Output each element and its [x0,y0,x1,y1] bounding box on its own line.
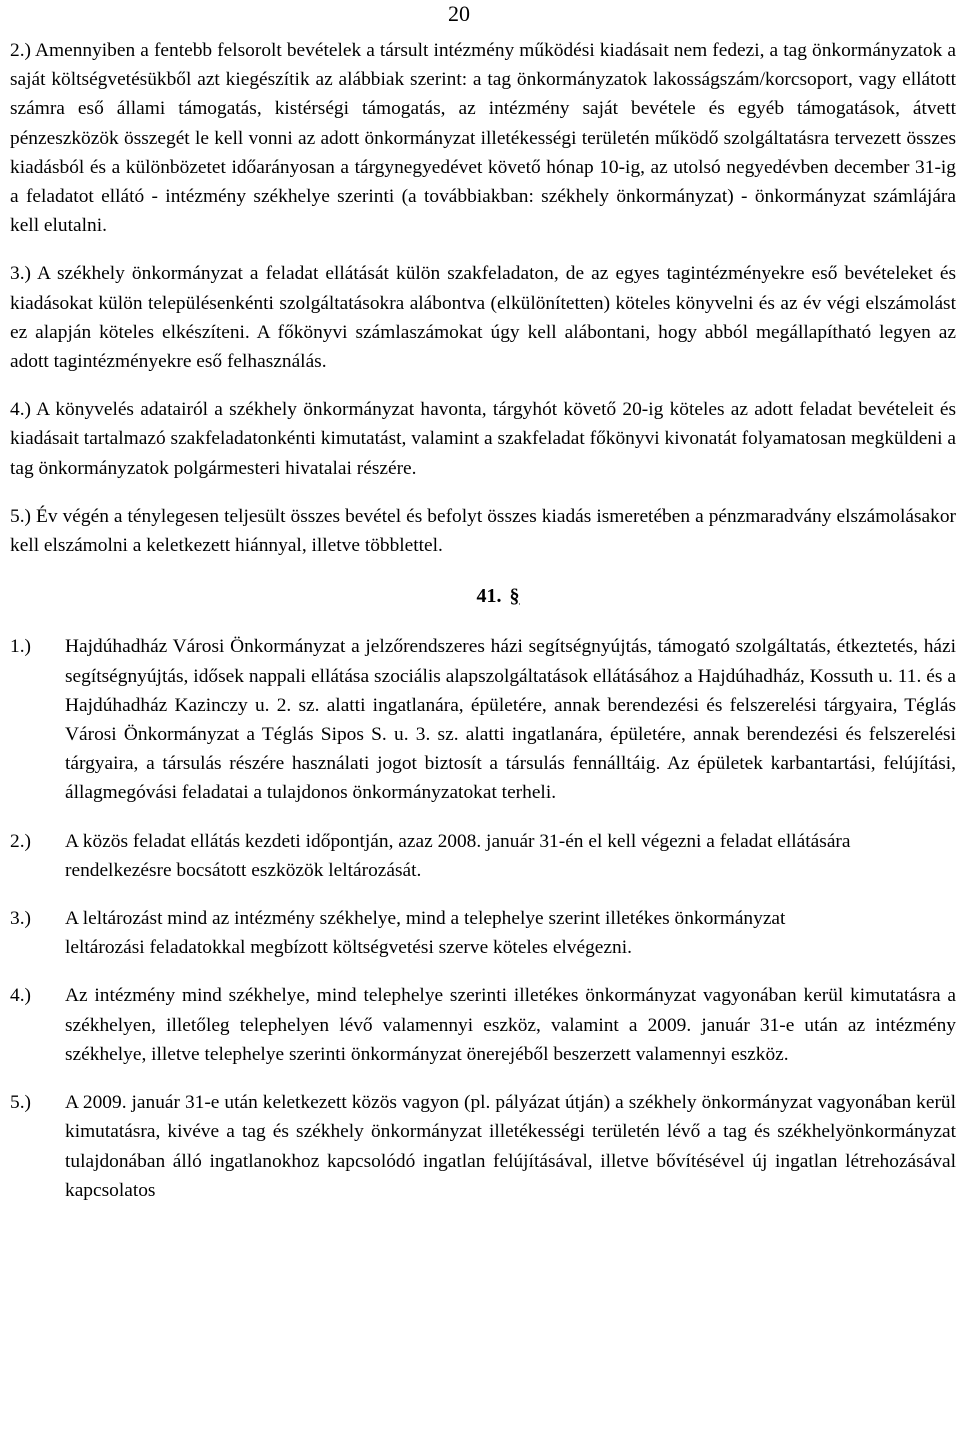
list-item [10,632,956,807]
list-item [10,981,956,1069]
list-item-number: 1.) [10,636,32,658]
list-item [10,1088,956,1205]
list-item-text: A leltározást mind az intézmény székhelye, mind a telephelye szerint illetékes önkormányzat leltározási feladatokkal megbízott költségvetési szerve köteles elvégezni. [65,908,786,959]
list-item-text: Az intézmény mind székhelye, mind telephelye szerinti illetékes önkormányzat vagyonában kerül kimutatásra a székhelyen, illetőleg telephelyen lévő valamennyi eszköz, valamint a 2009. január 31-e után az intézmény székhelye, illetve telephelye szerinti önkormányzat önerejéből beszerzett valamennyi eszköz. [65,985,956,1065]
paragraph-3: 3.) A székhely önkormányzat a feladat ellátását külön szakfeladaton, de az egyes tagintézményekre eső bevételeket és kiadásokat külön településenkénti szolgáltatásokra alábontva (elkülönítetten) köteles könyvelni és az év végi elszámolást ez alapján köteles elkészíteni. A főkönyvi számlaszámokat úgy kell alábontani, hogy abból megállapítható legyen az adott tagintézményekre eső felhasználás. [10,263,956,373]
section-sign: § [509,585,520,608]
page-number: 20 [448,1,470,26]
list-item [10,827,956,885]
section-heading [10,582,956,611]
paragraph-2: 2.) Amennyiben a fentebb felsorolt bevételek a társult intézmény működési kiadásait nem fedezi, a tag önkormányzatok a saját költségvetésükből azt kiegészítik az alábbiak szerint: a tag önkormányzatok lakosságszám/korcsoport, vagy ellátott számra eső állami támogatás, kistérségi támogatás, az intézmény saját bevétele és egyéb támogatások, átvett pénzeszközök összegét le kell vonni az adott önkormányzat illetékességi területén működő szolgáltatásra tervezett összes kiadásból és a különbözetet időarányosan a tárgynegyedévet követő hónap 10-ig, az utolsó negyedévben december 31-ig a feladatot ellátó - intézmény székhelye szerinti (a továbbiakban: székhely önkormányzat) - önkormányzat számlájára kell elutalni. [10,40,956,237]
list-item-number: 2.) [10,830,32,852]
section-number: 41. [476,585,502,608]
list-item-text: A közös feladat ellátás kezdeti időpontján, azaz 2008. január 31-én el kell végezni a feladat ellátására rendelkezésre bocsátott eszközök leltározását. [65,830,851,881]
document-body [10,36,956,1224]
list-item-text: A 2009. január 31-e után keletkezett közös vagyon (pl. pályázat útján) a székhely önkormányzat vagyonában kerül kimutatásra, kivéve a tag és székhely önkormányzat illetékességi területén lévő a tag és székhelyönkormányzat tulajdonában álló ingatlanokhoz kapcsolódó ingatlan felújításával, illetve bővítésével új ingatlan létrehozásával kapcsolatos [65,1092,956,1201]
paragraph-4: 4.) A könyvelés adatairól a székhely önkormányzat havonta, tárgyhót követő 20-ig köteles az adott feladat bevételeit és kiadásait tartalmazó szakfeladatonkénti kimutatást, valamint a szakfeladat főkönyvi kivonatát folyamatosan megküldeni a tag önkormányzatok polgármesteri hivatalai részére. [10,399,956,479]
list-item-number: 5.) [10,1092,32,1114]
list-item-number: 3.) [10,908,32,930]
list-item-text: Hajdúhadház Városi Önkormányzat a jelzőrendszeres házi segítségnyújtás, támogató szolgáltatás, étkeztetés, házi segítségnyújtás, idősek nappali ellátása szociális alapszolgáltatások ellátásához a Hajdúhadház, Kossuth u. 11. és a Hajdúhadház Kazinczy u. 2. sz. alatti ingatlanára, épületére, annak berendezési és felszerelési tárgyaira, Téglás Városi Önkormányzat a Téglás Sipos S. u. 3. sz. alatti ingatlanára, épületére, annak berendezési és felszerelési tárgyaira, a társulás részére használati jogot biztosít a társulás fennálltáig. Az épületek karbantartási, felújítási, állagmegóvási feladatai a tulajdonos önkormányzatokat terheli. [65,636,956,804]
list-item-number: 4.) [10,985,32,1007]
list-item [10,904,956,962]
paragraph-5: 5.) Év végén a ténylegesen teljesült összes bevétel és befolyt összes kiadás ismeretében a pénzmaradvány elszámolásakor kell elszámolni a keletkezett hiánnyal, illetve többlettel. [10,505,956,557]
